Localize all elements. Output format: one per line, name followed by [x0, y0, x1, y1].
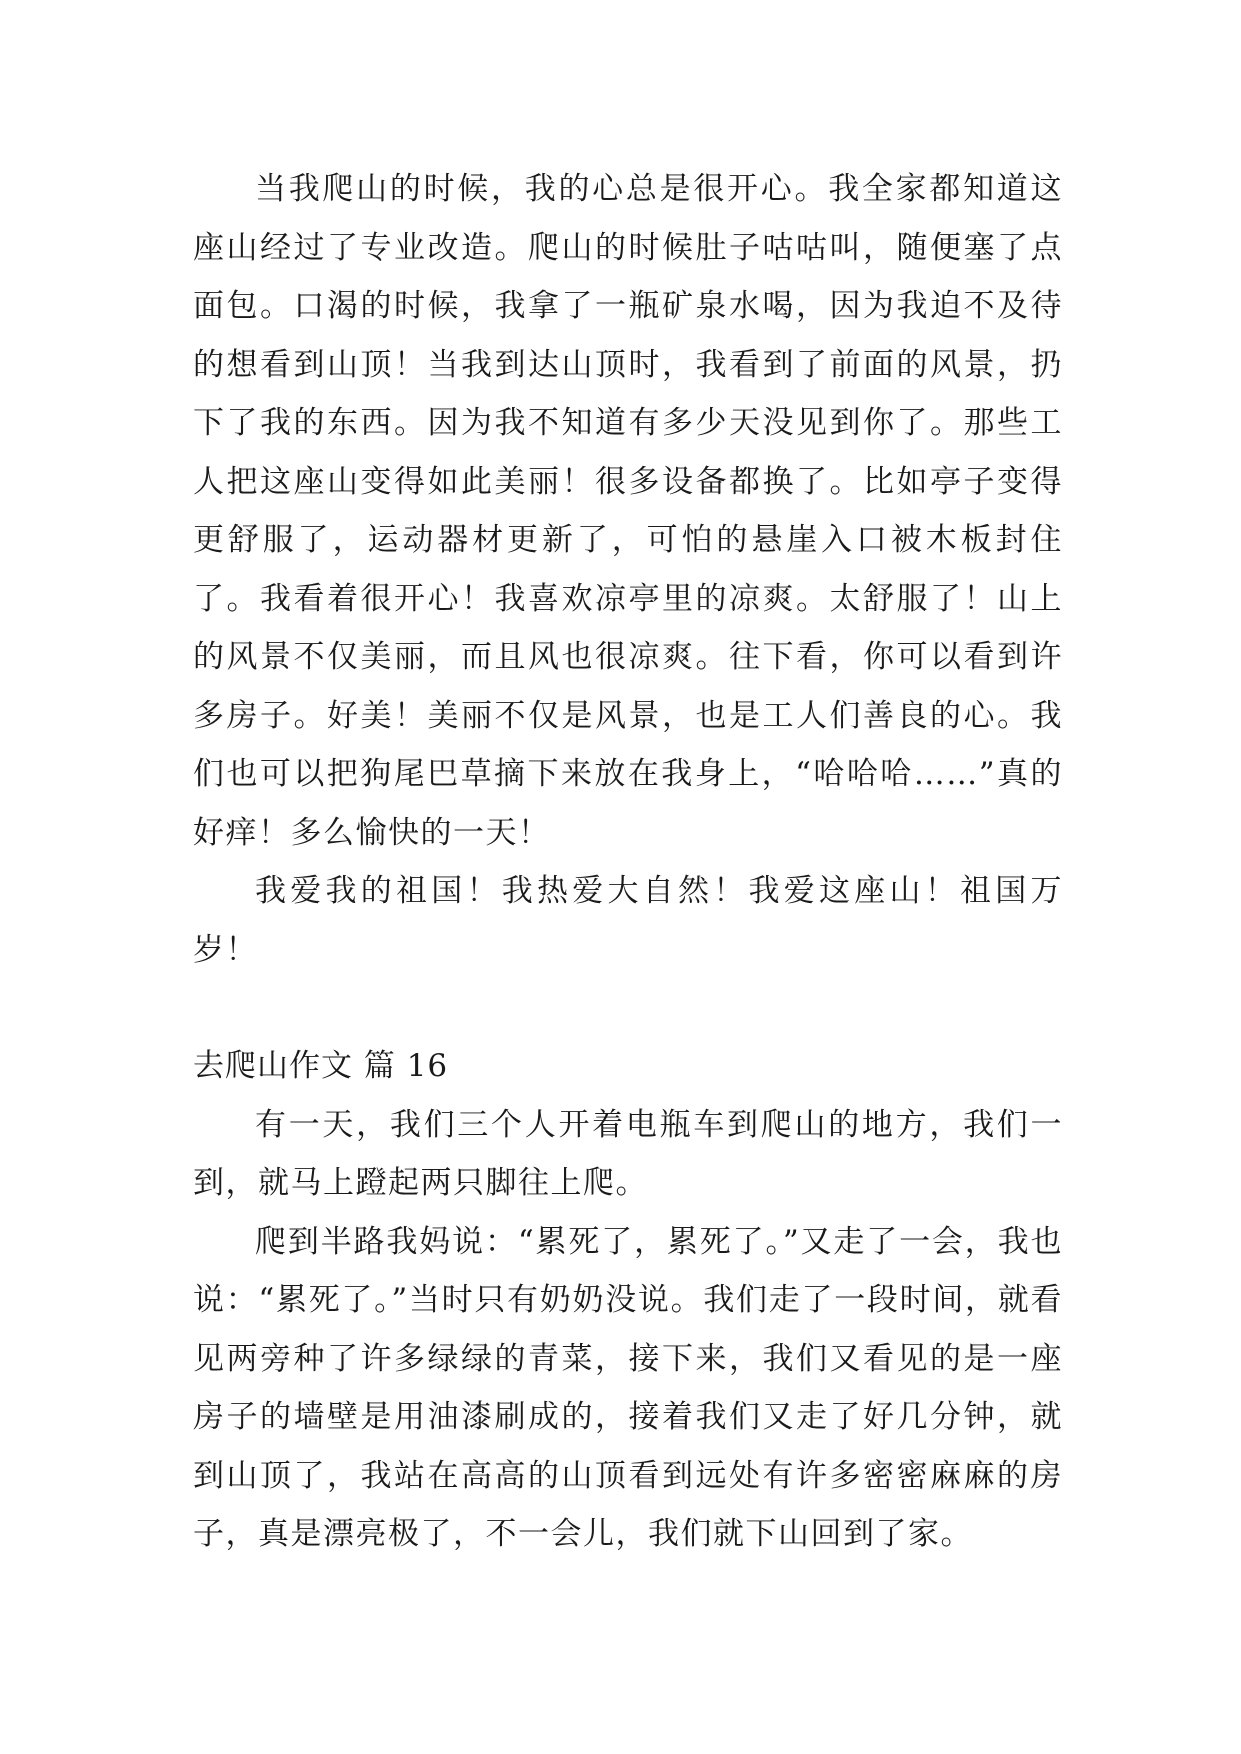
paragraph: 当我爬山的时候，我的心总是很开心。我全家都知道这座山经过了专业改造。爬山的时候肚子咕咕叫，随便塞了点面包。口渴的时候，我拿了一瓶矿泉水喝，因为我迫不及待的想看到山顶！当我到达山顶时，我看到了前面的风景，扔下了我的东西。因为我不知道有多少天没见到你了。那些工人把这座山变得如此美丽！很多设备都换了。比如亭子变得更舒服了，运动器材更新了，可怕的悬崖入口被木板封住了。我看着很开心！我喜欢凉亭里的凉爽。太舒服了！山上的风景不仅美丽，而且风也很凉爽。往下看，你可以看到许多房子。好美！美丽不仅是风景，也是工人们善良的心。我们也可以把狗尾巴草摘下来放在我身上，“哈哈哈……”真的好痒！多么愉快的一天！	[193, 171, 1063, 851]
paragraph: 我爱我的祖国！我热爱大自然！我爱这座山！祖国万岁！	[193, 873, 1063, 968]
paragraph: 有一天，我们三个人开着电瓶车到爬山的地方，我们一到，就马上蹬起两只脚往上爬。	[193, 1106, 1063, 1201]
paragraph: 爬到半路我妈说：“累死了，累死了。”又走了一会，我也说：“累死了。”当时只有奶奶没说。我们走了一段时间，就看见两旁种了许多绿绿的青菜，接下来，我们又看见的是一座房子的墙壁是用油漆刷成的，接着我们又走了好几分钟，就到山顶了，我站在高高的山顶看到远处有许多密密麻麻的房子，真是漂亮极了，不一会儿，我们就下山回到了家。	[193, 1223, 1063, 1552]
section-title: 去爬山作文 篇 16	[193, 1048, 449, 1084]
document-page	[193, 160, 1063, 1564]
